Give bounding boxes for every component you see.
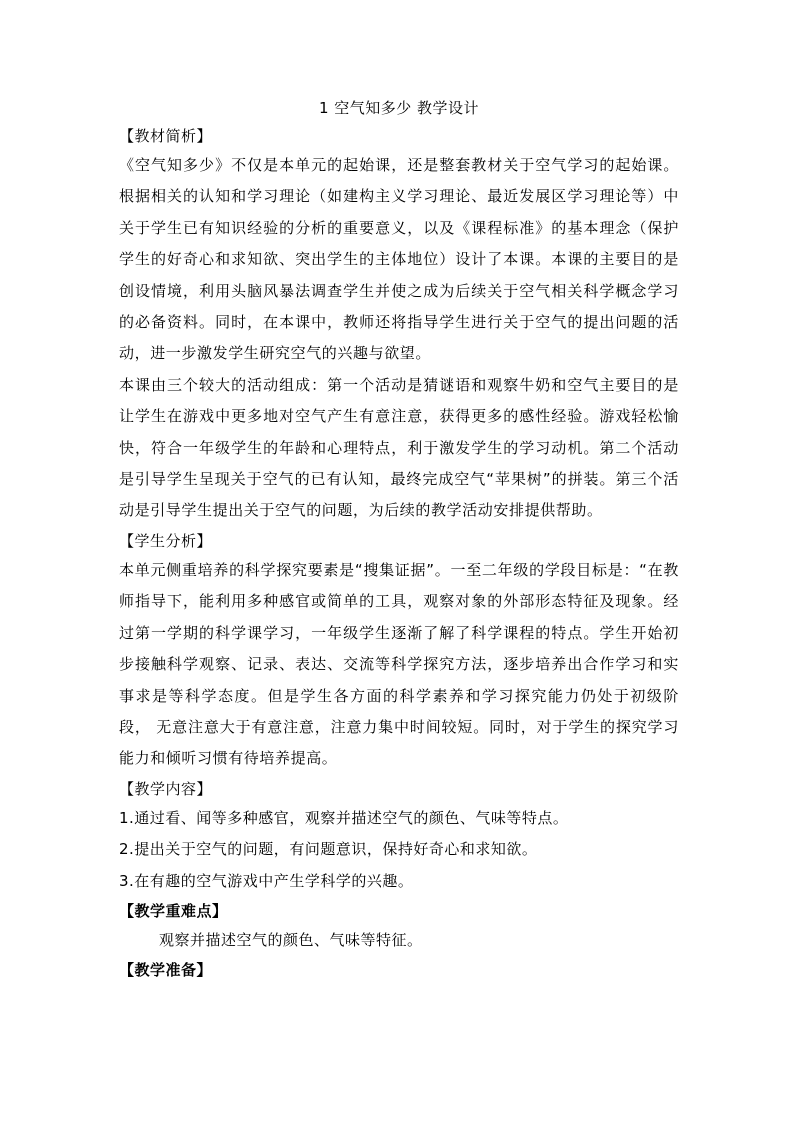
student-analysis-paragraph: 本单元侧重培养的科学探究要素是“搜集证据”。一至二年级的学段目标是：“在教师指导下，能利用多种感官或简单的工具，观察对象的外部形态特征及现象。经过第一学期的科学课学习，一年级学生逐渐了解了科学课程的特点。学生开始初步接触科学观察、记录、表达、交流等科学探究方法，逐步培养出合作学习和实事求是等科学态度。但是学生各方面的科学素养和学习探究能力仍处于初级阶段， 无意注意大于有意注意，注意力集中时间较短。同时，对于学生的探究学习能力和倾听习惯有待培养提高。 — [119, 560, 679, 768]
document-body — [119, 94, 679, 984]
teaching-content-item-1: 1.通过看、闻等多种感官，观察并描述空气的颜色、气味等特点。 — [119, 808, 569, 827]
section-heading-teaching-content: 【教学内容】 — [119, 779, 213, 798]
section-heading-preparation: 【教学准备】 — [119, 961, 213, 980]
document-title: 1 空气知多少 教学设计 — [318, 99, 480, 117]
section-heading-textbook-analysis: 【教材简析】 — [119, 127, 213, 145]
teaching-content-item-3: 3.在有趣的空气游戏中产生学科学的兴趣。 — [119, 871, 414, 890]
section-heading-student-analysis: 【学生分析】 — [119, 531, 213, 550]
key-difficulties-text: 观察并描述空气的颜色、气味等特征。 — [159, 930, 423, 949]
teaching-content-item-2: 2.提出关于空气的问题，有问题意识，保持好奇心和求知欲。 — [119, 840, 538, 859]
section-heading-key-difficulties: 【教学重难点】 — [119, 901, 228, 920]
textbook-analysis-paragraph-1: 《空气知多少》不仅是本单元的起始课，还是整套教材关于空气学习的起始课。根据相关的认知和学习理论（如建构主义学习理论、最近发展区学习理论等）中关于学生已有知识经验的分析的重要意义，以及《课程标准》的基本理念（保护学生的好奇心和求知欲、突出学生的主体地位）设计了本课。本课的主要目的是创设情境，利用头脑风暴法调查学生并使之成为后续关于空气相关科学概念学习的必备资料。同时，在本课中，教师还将指导学生进行关于空气的提出问题的活动，进一步激发学生研究空气的兴趣与欲望。 — [119, 156, 679, 363]
textbook-analysis-paragraph-2: 本课由三个较大的活动组成：第一个活动是猜谜语和观察牛奶和空气主要目的是让学生在游戏中更多地对空气产生有意注意，获得更多的感性经验。游戏轻松愉快，符合一年级学生的年龄和心理特点，利于激发学生的学习动机。第二个活动是引导学生呈现关于空气的已有认知，最终完成空气“苹果树”的拼装。第三个活动是引导学生提出关于空气的问题，为后续的教学活动安排提供帮助。 — [119, 375, 679, 520]
